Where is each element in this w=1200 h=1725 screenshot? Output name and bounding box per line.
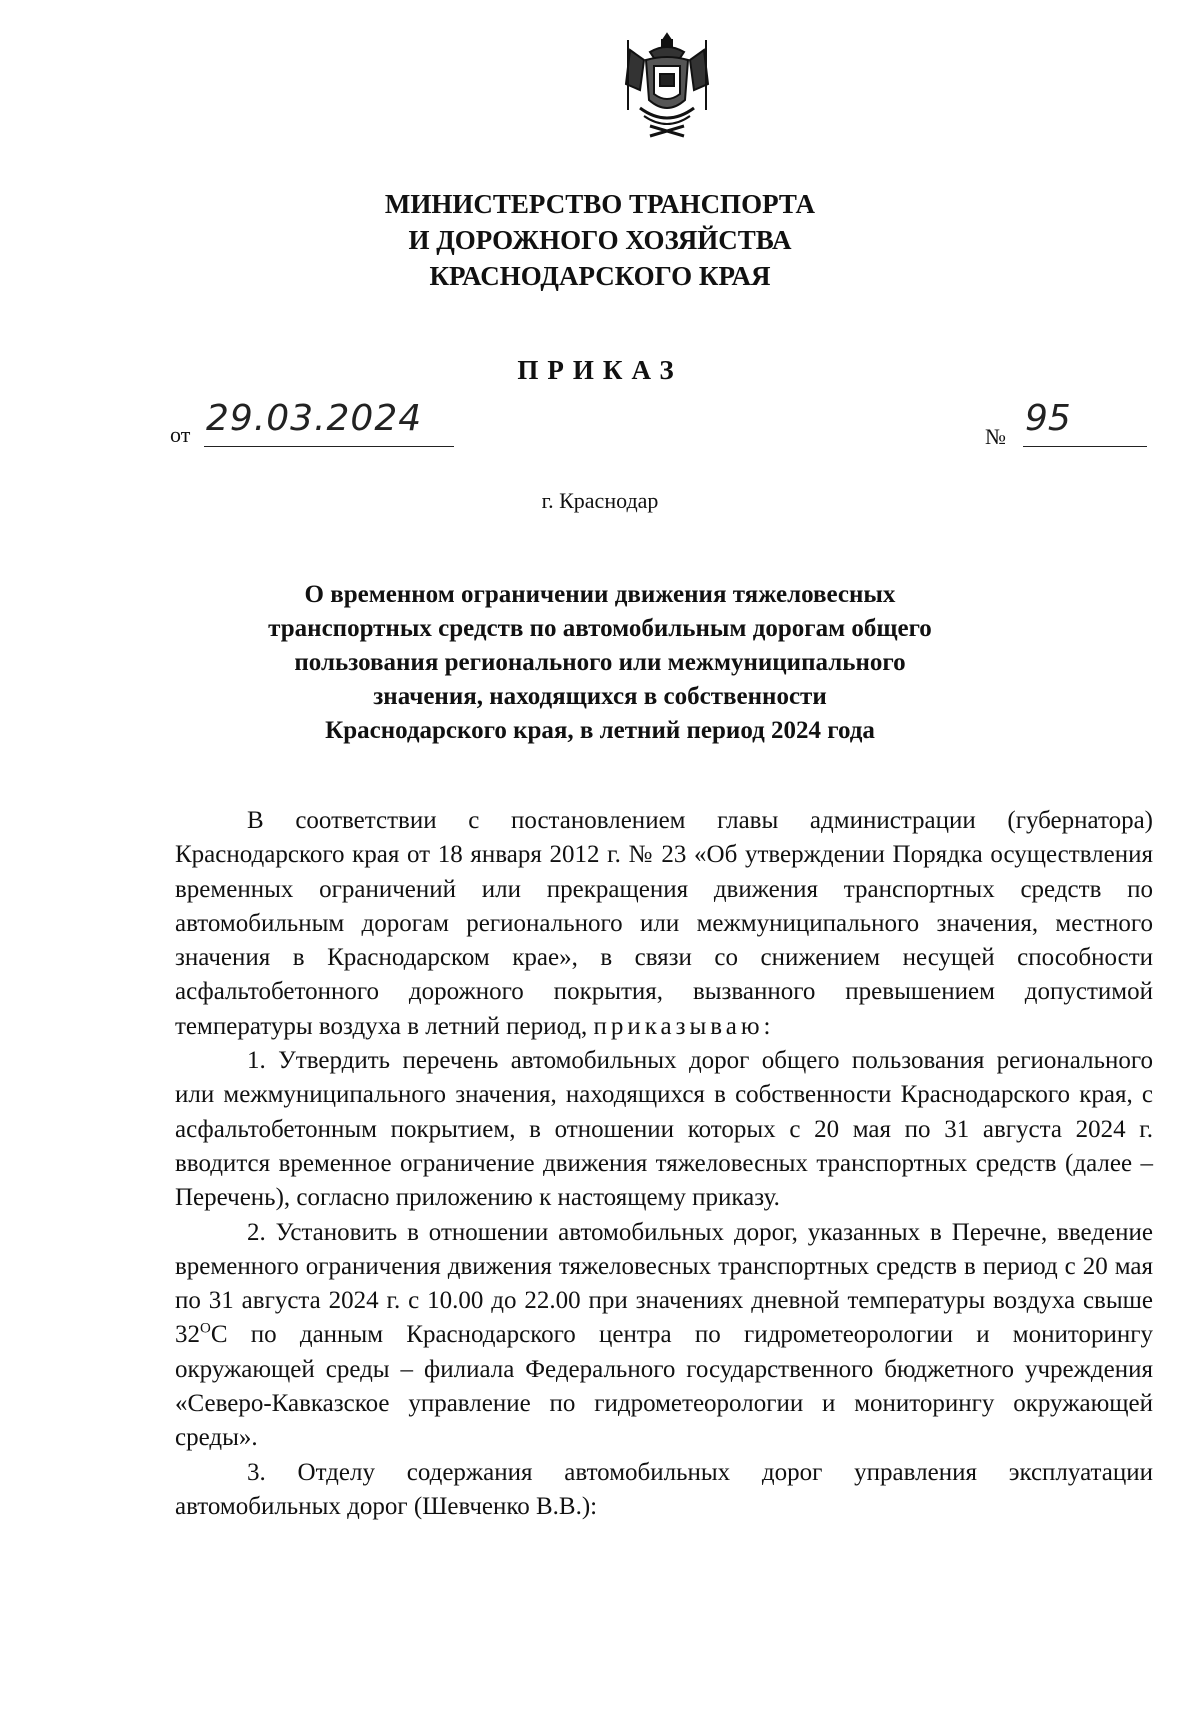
order-number (985, 398, 1147, 448)
date-value: 29.03.2024 (206, 398, 423, 439)
ministry-line: МИНИСТЕРСТВО ТРАНСПОРТА (384, 189, 816, 219)
item-3-paragraph: 3. Отделу содержания автомобильных дорог управления эксплуатации автомобильных дорог (Шевченко В.В.): (175, 1458, 1153, 1520)
date-prefix: от (170, 422, 191, 447)
order-word: приказываю: (593, 1012, 775, 1040)
ministry-line: КРАСНОДАРСКОГО КРАЯ (429, 261, 771, 291)
preamble-text: В соответствии с постановлением главы администрации (губернатора) Краснодарского края от 18 января 2012 г. № 23 «Об утверждении Порядка осуществления временных ограничений или прекращения движения транспортных средств по автомобильным дорогам регионального или межмуниципального значения, местного значения в Краснодарском крае», в связи со снижением несущей способности асфальтобетонного дорожного покрытия, вызванного превышением допустимой температуры воздуха в летний период, (175, 807, 1153, 1040)
order-body (175, 804, 1153, 1524)
item-2-text-end: С по данным Краснодарского центра по гидрометеорологии и мониторингу окружающей среды – филиала Федерального государственного бюджетного учреждения «Северо-Кавказское управление по гидрометеорологии и мониторингу окружающей среды». (175, 1321, 1153, 1452)
order-subject (0, 578, 1200, 748)
ministry-name (0, 186, 1200, 294)
preamble-paragraph (175, 804, 1153, 1044)
item-2-text-start: 2. Установить в отношении автомобильных дорог, указанных в Перечне, введение временного ограничения движения тяжеловесных транспортных средств в период с 20 мая по 31 августа 2024 г. с 10.00 до 22.00 при значениях дневной температуры воздуха свыше 32 (175, 1218, 1153, 1349)
number-underline (1023, 446, 1147, 447)
item-2-paragraph (175, 1216, 1153, 1456)
ministry-line: И ДОРОЖНОГО ХОЗЯЙСТВА (408, 225, 792, 255)
number-prefix: № (985, 424, 1006, 449)
subject-line: Краснодарского края, в летний период 2024 года (325, 717, 875, 744)
krasnodar-coat-of-arms-icon (620, 30, 714, 145)
date-underline (204, 446, 454, 447)
item-1-paragraph: 1. Утвердить перечень автомобильных дорог общего пользования регионального или межмуниципального значения, находящихся в собственности Краснодарского края, с асфальтобетонным покрытием, в отношении которых с 20 мая по 31 августа 2024 г. вводится временное ограничение движения тяжеловесных транспортных средств (далее – Перечень), согласно приложению к настоящему приказу. (175, 1047, 1153, 1212)
degree-sign: О (200, 1321, 211, 1338)
order-city: г. Краснодар (541, 488, 659, 513)
subject-line: О временном ограничении движения тяжеловесных (304, 581, 896, 608)
order-title: ПРИКАЗ (517, 355, 683, 385)
order-date (170, 398, 455, 448)
subject-line: значения, находящихся в собственности (373, 683, 827, 710)
number-value: 95 (1025, 398, 1071, 439)
subject-line: пользования регионального или межмуниципального (294, 649, 906, 676)
subject-line: транспортных средств по автомобильным дорогам общего (268, 615, 932, 642)
